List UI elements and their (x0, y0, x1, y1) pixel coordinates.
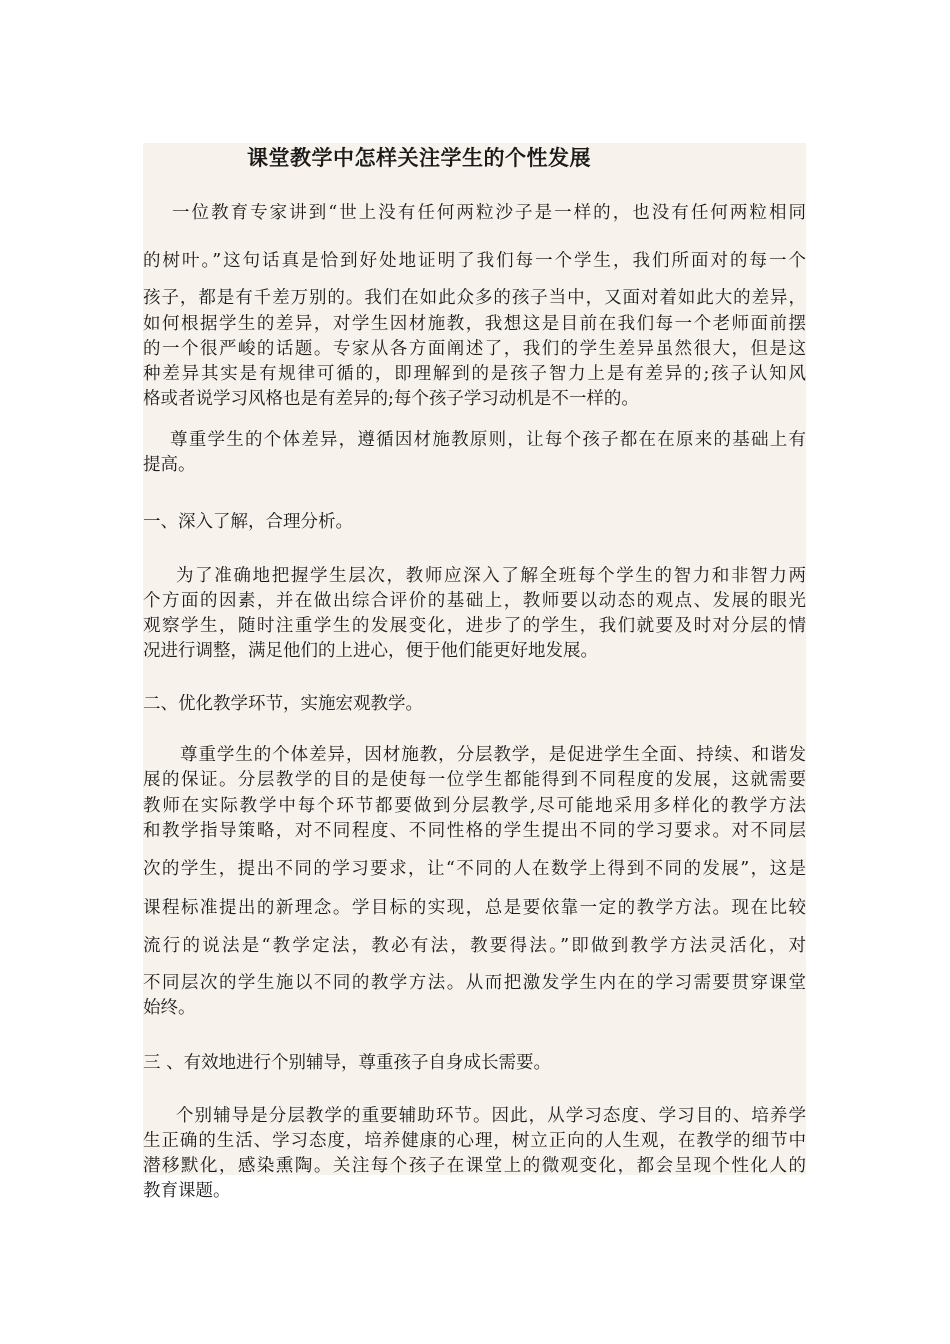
paragraph-5-line-2: 生正确的生活、学习态度，培养健康的心理，树立正向的人生观，在教学的细节中 (143, 1131, 806, 1151)
paragraph-1-line-3: 孩子，都是有千差万别的。我们在如此众多的孩子当中，又面对着如此大的差异， (143, 288, 806, 308)
paragraph-3-line-2: 个方面的因素，并在做出综合评价的基础上，教师要以动态的观点、发展的眼光 (143, 591, 806, 611)
paragraph-4-line-8: 不同层次的学生施以不同的教学方法。从而把激发学生内在的学习需要贯穿课堂 (143, 973, 806, 993)
paragraph-4-line-1: 尊重学生的个体差异，因材施教，分层教学，是促进学生全面、持续、和谐发 (180, 745, 806, 765)
section-heading-3: 三 、有效地进行个别辅导，尊重孩子自身成长需要。 (143, 1053, 552, 1073)
paragraph-2-line-1: 尊重学生的个体差异，遵循因材施教原则，让每个孩子都在在原来的基础上有 (170, 430, 806, 450)
section-heading-2: 二、优化教学环节，实施宏观教学。 (143, 694, 423, 714)
paragraph-1-line-5: 的一个很严峻的话题。专家从各方面阐述了，我们的学生差异虽然很大，但是这 (143, 339, 806, 359)
paragraph-3-line-3: 观察学生，随时注重学生的发展变化，进步了的学生，我们就要及时对分层的情 (143, 616, 806, 636)
document-title: 课堂教学中怎样关注学生的个性发展 (247, 145, 591, 170)
paragraph-1-line-7: 格或者说学习风格也是有差异的;每个孩子学习动机是不一样的。 (143, 389, 639, 409)
paragraph-1-line-1: 一位教育专家讲到“世上没有任何两粒沙子是一样的，也没有任何两粒相同 (172, 203, 806, 223)
paragraph-2-line-2: 提高。 (143, 455, 196, 475)
paragraph-5-line-4: 教育课题。 (143, 1181, 231, 1201)
paragraph-1-line-6: 种差异其实是有规律可循的，即理解到的是孩子智力上是有差异的;孩子认知风 (143, 364, 806, 384)
paragraph-4-line-5: 次的学生，提出不同的学习要求，让“不同的人在数学上得到不同的发展”，这是 (143, 859, 806, 879)
paragraph-5-line-3: 潜移默化，感染熏陶。关注每个孩子在课堂上的微观变化，都会呈现个性化人的 (143, 1156, 806, 1176)
paragraph-5-line-1: 个别辅导是分层教学的重要辅助环节。因此，从学习态度、学习目的、培养学 (176, 1106, 806, 1126)
paragraph-1-line-4: 如何根据学生的差异，对学生因材施教，我想这是目前在我们每一个老师面前摆 (143, 314, 806, 334)
paragraph-4-line-4: 和教学指导策略，对不同程度、不同性格的学生提出不同的学习要求。对不同层 (143, 821, 806, 841)
section-heading-1: 一、深入了解，合理分析。 (143, 512, 353, 532)
document-body (143, 143, 806, 1201)
paragraph-4-line-9: 始终。 (143, 998, 196, 1018)
paragraph-3-line-4: 况进行调整，满足他们的上进心，便于他们能更好地发展。 (143, 641, 598, 661)
paragraph-4-line-7: 流行的说法是“教学定法，教必有法，教要得法。”即做到教学方法灵活化，对 (143, 936, 806, 956)
paragraph-4-line-3: 教师在实际教学中每个环节都要做到分层教学,尽可能地采用多样化的教学方法 (143, 796, 806, 816)
paragraph-3-line-1: 为了准确地把握学生层次，教师应深入了解全班每个学生的智力和非智力两 (176, 566, 806, 586)
paragraph-4-line-2: 展的保证。分层教学的目的是使每一位学生都能得到不同程度的发展，这就需要 (143, 770, 806, 790)
paragraph-4-line-6: 课程标准提出的新理念。学目标的实现，总是要依靠一定的教学方法。现在比较 (143, 898, 806, 918)
paragraph-1-line-2: 的树叶。”这句话真是恰到好处地证明了我们每一个学生，我们所面对的每一个 (143, 251, 806, 271)
